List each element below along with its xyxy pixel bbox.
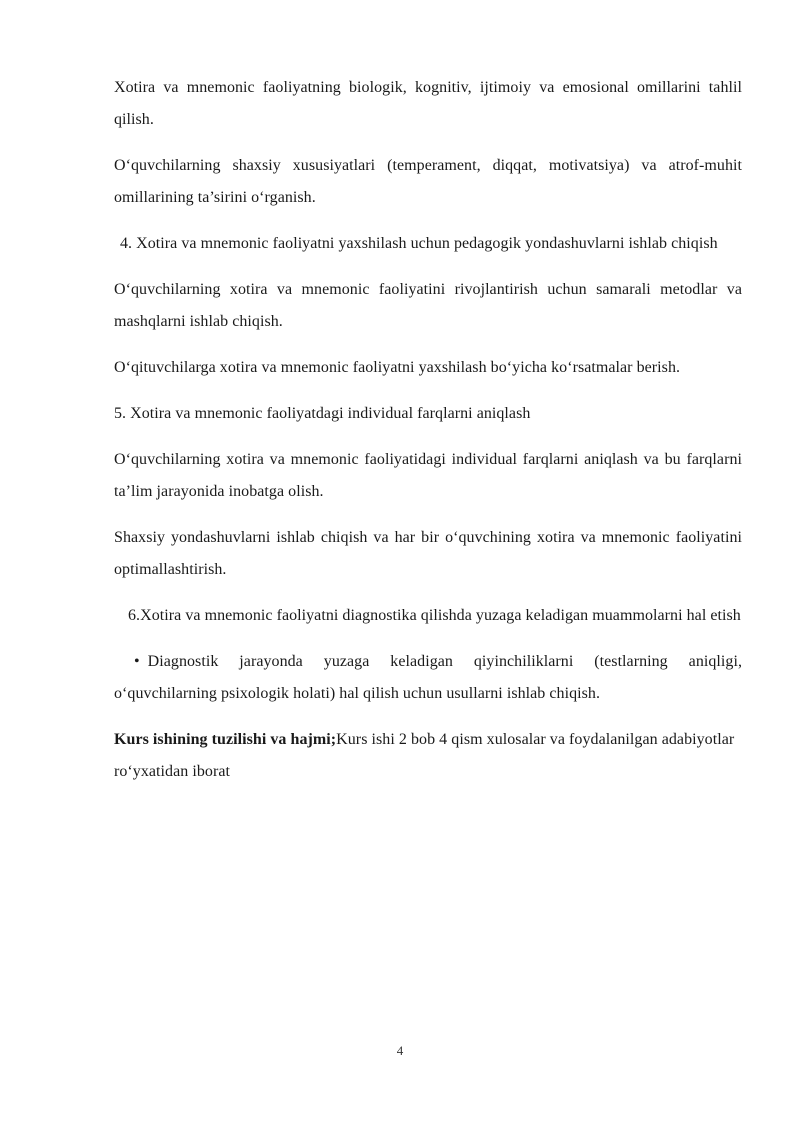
- bullet-paragraph-diagnostics: [114, 646, 742, 710]
- page-number: 4: [396, 1043, 404, 1058]
- section-heading-4: 4. Xotira va mnemonic faoliyatni yaxshilash uchun pedagogik yondashuvlarni ishlab chiqish: [120, 235, 718, 252]
- paragraph-teacher-guidance: O‘qituvchilarga xotira va mnemonic faoliyatni yaxshilash bo‘yicha ko‘rsatmalar berish.: [114, 359, 681, 376]
- paragraph-course-structure: [114, 724, 742, 788]
- paragraph-methods-development: O‘quvchilarning xotira va mnemonic faoliyatini rivojlantirish uchun samarali metodlar va mashqlarni ishlab chiqish.: [114, 281, 742, 330]
- paragraph-personal-traits: O‘quvchilarning shaxsiy xususiyatlari (temperament, diqqat, motivatsiya) va atrof-muhit omillarining ta’sirini o‘rganish.: [114, 157, 742, 206]
- section-heading-6: 6.Xotira va mnemonic faoliyatni diagnostika qilishda yuzaga keladigan muammolarni hal etish: [128, 607, 741, 624]
- bullet-text: Diagnostik jarayonda yuzaga keladigan qiyinchiliklarni (testlarning aniqligi, o‘quvchilarning psixologik holati) hal qilish uchun usullarni ishlab chiqish.: [114, 653, 742, 702]
- course-structure-text: Kurs ishi 2 bob 4 qism xulosalar va foydalanilgan adabiyotlar ro‘yxatidan iborat: [114, 731, 735, 780]
- paragraph-factors-analysis: Xotira va mnemonic faoliyatning biologik, kognitiv, ijtimoiy va emosional omillarini tahlil qilish.: [114, 79, 742, 128]
- bullet-icon: •: [134, 653, 140, 670]
- course-structure-label: Kurs ishining tuzilishi va hajmi;: [114, 731, 337, 748]
- page-body: [114, 72, 742, 802]
- paragraph-personal-approaches: Shaxsiy yondashuvlarni ishlab chiqish va har bir o‘quvchining xotira va mnemonic faoliyatini optimallashtirish.: [114, 529, 742, 578]
- paragraph-individual-differences: O‘quvchilarning xotira va mnemonic faoliyatidagi individual farqlarni aniqlash va bu farqlarni ta’lim jarayonida inobatga olish.: [114, 451, 742, 500]
- section-heading-5: 5. Xotira va mnemonic faoliyatdagi individual farqlarni aniqlash: [114, 405, 531, 422]
